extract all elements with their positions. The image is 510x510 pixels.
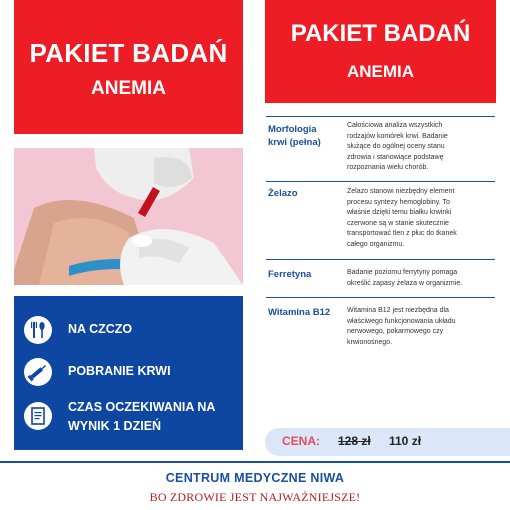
test-name-witamina-b12: Witamina B12 xyxy=(268,307,331,318)
test-name-line1: Morfologia xyxy=(268,124,317,135)
desc-line: czerwone są w stanie skutecznie xyxy=(347,219,449,227)
price-label: CENA: xyxy=(282,434,320,448)
desc-line: Żelazo stanowi niezbędny element xyxy=(347,188,455,195)
fork-spoon-icon xyxy=(24,316,52,344)
left-title-banner xyxy=(14,0,243,134)
blood-draw-illustration xyxy=(14,148,243,285)
test-name-line2: krwi (pełna) xyxy=(268,137,321,148)
footer-divider xyxy=(0,461,510,463)
info-waiting-line2: WYNIK 1 DZIEŃ xyxy=(68,419,162,433)
price-old: 128 zł xyxy=(338,434,371,448)
slogan: BO ZDROWIE JEST NAJWAŻNIEJSZE! xyxy=(149,490,361,504)
document-icon xyxy=(24,402,52,430)
right-title-banner xyxy=(265,0,496,103)
test-desc-zelazo xyxy=(347,187,493,250)
test-name-zelazo: Żelazo xyxy=(268,188,298,199)
divider xyxy=(266,259,495,260)
desc-line: określić zapasy żelaza w organizmie. xyxy=(347,279,463,287)
info-blood-draw-label: POBRANIE KRWI xyxy=(68,364,171,378)
desc-line: procesu syntezy hemoglobiny. To xyxy=(347,198,450,206)
desc-line: właściwego funkcjonowania układu xyxy=(347,317,456,325)
desc-line: transportować tlen z płuc do tkanek xyxy=(347,230,457,237)
syringe-icon xyxy=(24,358,52,386)
desc-line: rodzajów komórek krwi. Badanie xyxy=(347,132,448,140)
test-desc-witamina-b12 xyxy=(347,306,493,348)
blood-draw-photo xyxy=(14,148,243,285)
desc-line: Całościowa analiza wszystkich xyxy=(347,122,443,129)
desc-line: Badanie poziomu ferrytyny pomaga xyxy=(347,269,458,276)
test-desc-morfologia xyxy=(347,121,493,174)
price-new: 110 zł xyxy=(389,434,422,448)
desc-line: Witamina B12 jest niezbędna dla xyxy=(347,307,449,314)
test-name-ferretyna: Ferretyna xyxy=(268,269,312,280)
center-name: CENTRUM MEDYCZNE NIWA xyxy=(165,471,345,485)
left-banner-title: PAKIET BADAŃ xyxy=(29,38,228,68)
info-waiting-time-label xyxy=(68,398,215,436)
test-name-morfologia xyxy=(268,123,344,149)
test-desc-ferretyna xyxy=(347,268,493,289)
info-box xyxy=(14,296,243,450)
info-waiting-line1: CZAS OCZEKIWANIA NA xyxy=(68,400,216,414)
divider xyxy=(266,297,495,298)
desc-line: zdrowia i stanowiące podstawę xyxy=(347,153,444,161)
right-banner-title: PAKIET BADAŃ xyxy=(290,20,471,47)
desc-line: rozpoznania wielu chorób. xyxy=(347,164,429,171)
left-banner-subtitle: ANEMIA xyxy=(91,78,166,99)
desc-line: służące do ogólnej oceny stanu xyxy=(347,143,445,150)
desc-line: właśnie dzięki temu białku krwinki xyxy=(347,209,452,216)
desc-line: całego organizmu. xyxy=(347,240,405,248)
desc-line: krwionośnego. xyxy=(347,338,393,346)
desc-line: nerwowego, pokarmowego czy xyxy=(347,328,444,335)
divider xyxy=(266,116,495,117)
info-fasting-label: NA CZCZO xyxy=(68,322,133,336)
right-banner-subtitle: ANEMIA xyxy=(346,62,415,81)
divider xyxy=(266,181,495,182)
